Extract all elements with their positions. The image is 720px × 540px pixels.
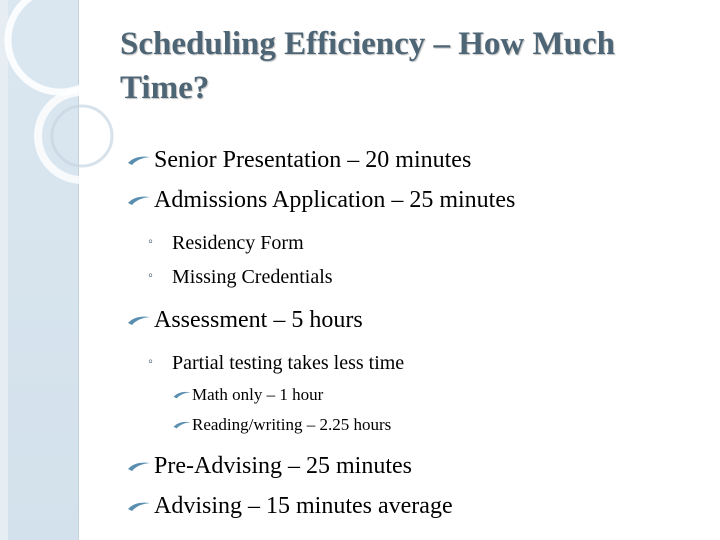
bullet-item (126, 410, 706, 440)
sidebar-stripe (0, 0, 8, 540)
swoosh-bullet-icon (126, 180, 152, 220)
bullet-text: Math only – 1 hour (192, 385, 324, 404)
bullet-item (126, 446, 706, 486)
swoosh-bullet-icon (126, 486, 152, 526)
swoosh-bullet-icon (172, 380, 192, 410)
bullet-text: Senior Presentation – 20 minutes (154, 147, 472, 173)
bullet-item (126, 300, 706, 340)
bullet-text: Reading/writing – 2.25 hours (192, 415, 392, 434)
bullet-item (126, 346, 706, 380)
slide-sidebar (0, 0, 79, 540)
bullet-item (126, 180, 706, 220)
bullet-text: Missing Credentials (172, 266, 333, 288)
bullet-item (126, 140, 706, 180)
bullet-text: Admissions Application – 25 minutes (154, 187, 516, 213)
bullet-text: Partial testing takes less time (172, 352, 405, 374)
bullet-item (126, 486, 706, 526)
swoosh-bullet-icon (126, 140, 152, 180)
bullet-text: Pre-Advising – 25 minutes (154, 453, 412, 479)
bullet-item (126, 226, 706, 260)
bullet-text: Advising – 15 minutes average (154, 493, 453, 519)
bullet-list (126, 140, 706, 526)
swoosh-bullet-icon (172, 410, 192, 440)
ring-bullet-icon: ◦ (148, 268, 153, 284)
slide-title: Scheduling Efficiency – How Much Time? (120, 26, 616, 106)
bullet-text: Assessment – 5 hours (154, 307, 363, 333)
bullet-item (126, 260, 706, 294)
ring-bullet-icon: ◦ (148, 234, 153, 250)
bullet-item (126, 380, 706, 410)
bullet-text: Residency Form (172, 232, 304, 254)
swoosh-bullet-icon (126, 300, 152, 340)
swoosh-bullet-icon (126, 446, 152, 486)
ring-bullet-icon: ◦ (148, 354, 153, 370)
